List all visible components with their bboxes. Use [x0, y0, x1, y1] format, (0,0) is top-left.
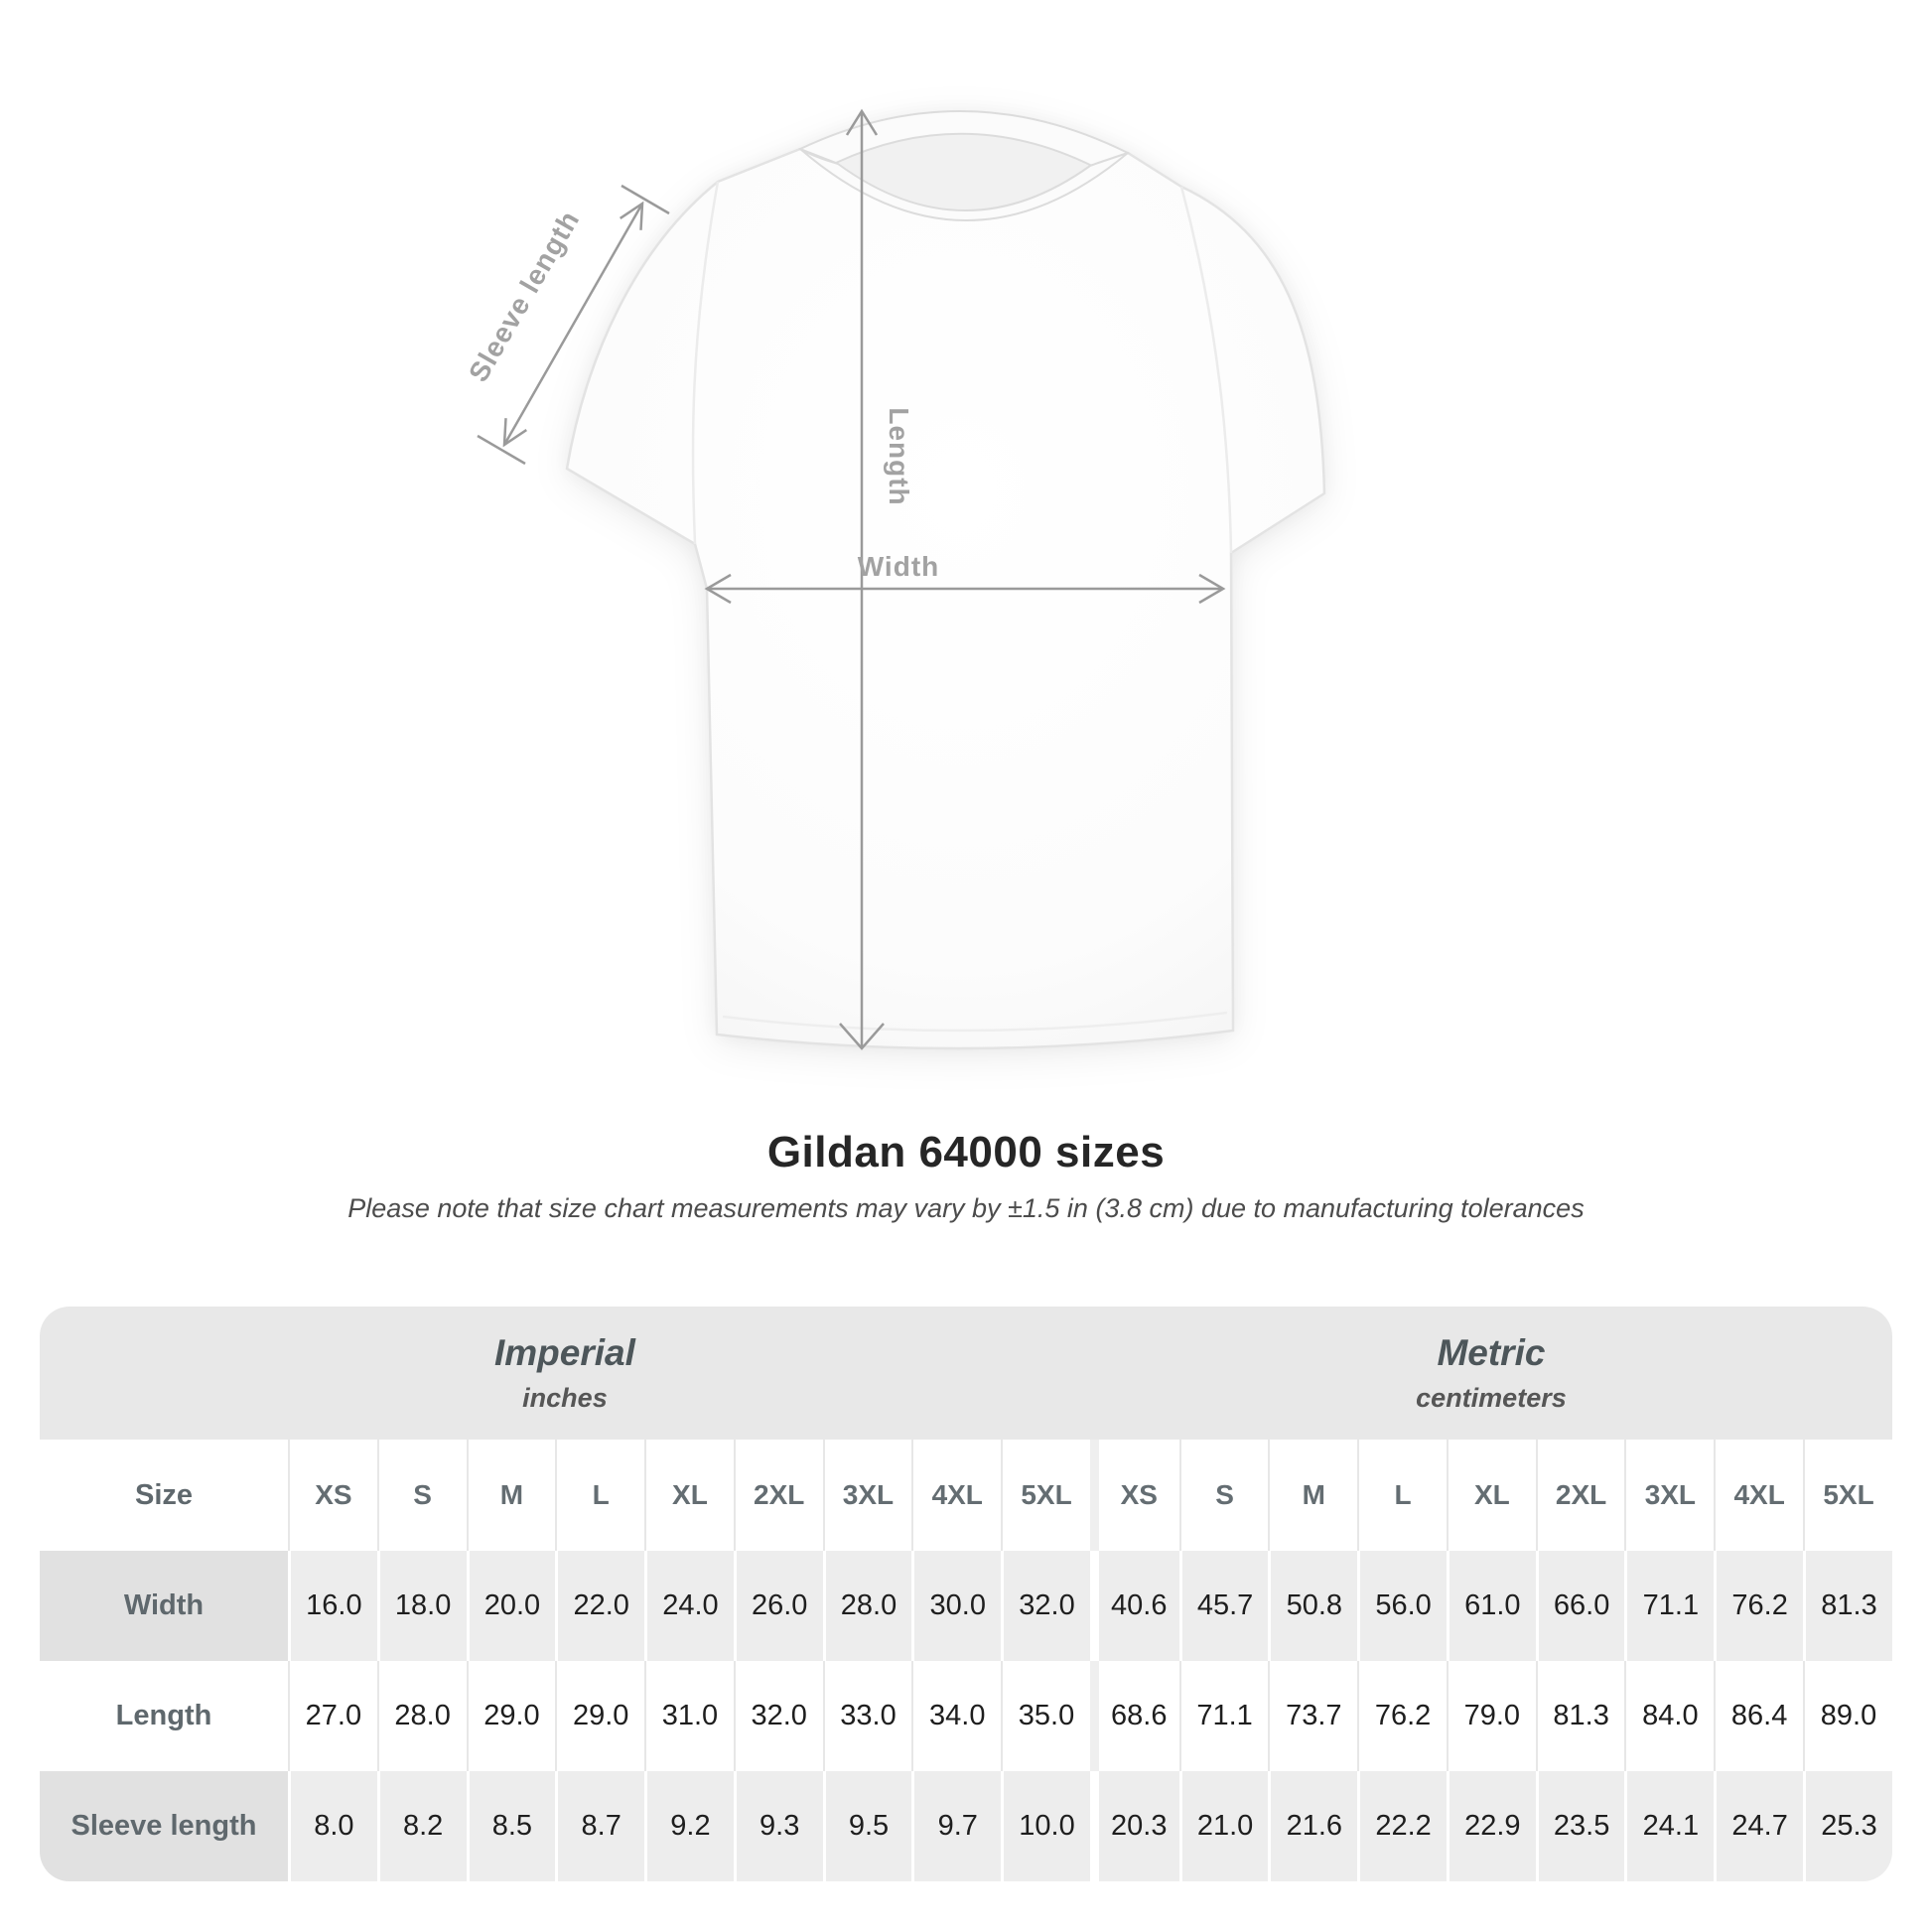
size-header-cell: L	[1357, 1440, 1447, 1551]
table-cell: 30.0	[911, 1551, 1001, 1661]
size-header-cell: 5XL	[1803, 1440, 1892, 1551]
table-cell: 23.5	[1536, 1771, 1625, 1881]
sleeve-length-row	[40, 1771, 1892, 1881]
table-cell: 26.0	[734, 1551, 823, 1661]
table-cell: 81.3	[1536, 1661, 1625, 1771]
table-cell: 21.6	[1268, 1771, 1357, 1881]
table-cell: 22.9	[1447, 1771, 1536, 1881]
table-cell: 61.0	[1447, 1551, 1536, 1661]
length-label: Length	[884, 407, 914, 506]
table-cell: 73.7	[1268, 1661, 1357, 1771]
table-cell: 22.0	[555, 1551, 644, 1661]
table-cell: 22.2	[1357, 1771, 1447, 1881]
table-cell: 24.0	[644, 1551, 734, 1661]
page-subtitle: Please note that size chart measurements may vary by ±1.5 in (3.8 cm) due to manufacturing tolerances	[347, 1193, 1585, 1223]
table-cell: 71.1	[1624, 1551, 1714, 1661]
size-header-cell: XL	[1447, 1440, 1536, 1551]
table-cell: 81.3	[1803, 1551, 1892, 1661]
table-cell: 34.0	[911, 1661, 1001, 1771]
table-cell: 28.0	[377, 1661, 467, 1771]
table-cell: 29.0	[555, 1661, 644, 1771]
size-header-cell: 3XL	[1624, 1440, 1714, 1551]
table-cell: 32.0	[734, 1661, 823, 1771]
size-header-cell: XS	[288, 1440, 377, 1551]
width-label: Width	[857, 551, 940, 582]
length-row-label: Length	[115, 1700, 212, 1731]
metric-group-unit: centimeters	[1416, 1382, 1567, 1413]
size-header-cell: XS	[1090, 1440, 1179, 1551]
size-header-cell: L	[555, 1440, 644, 1551]
size-header-cell: S	[377, 1440, 467, 1551]
table-cell: 50.8	[1268, 1551, 1357, 1661]
table-cell: 21.0	[1179, 1771, 1269, 1881]
table-cell: 27.0	[288, 1661, 377, 1771]
table-cell: 71.1	[1179, 1661, 1269, 1771]
size-header-cell: 2XL	[1536, 1440, 1625, 1551]
imperial-group-unit: inches	[522, 1382, 608, 1413]
table-cell: 79.0	[1447, 1661, 1536, 1771]
size-header-cell: M	[467, 1440, 556, 1551]
table-cell: 33.0	[823, 1661, 912, 1771]
tshirt-body	[567, 149, 1324, 1048]
table-cell: 9.3	[734, 1771, 823, 1881]
table-cell: 89.0	[1803, 1661, 1892, 1771]
table-cell: 8.2	[377, 1771, 467, 1881]
metric-group-header	[1090, 1307, 1892, 1440]
table-cell: 24.7	[1714, 1771, 1803, 1881]
width-row	[40, 1551, 1892, 1661]
table-cell: 24.1	[1624, 1771, 1714, 1881]
size-header-label: Size	[40, 1440, 288, 1551]
table-cell: 18.0	[377, 1551, 467, 1661]
size-header-cell: 4XL	[1714, 1440, 1803, 1551]
unit-group-header-row	[40, 1307, 1892, 1440]
table-cell: 56.0	[1357, 1551, 1447, 1661]
imperial-group-header	[40, 1307, 1090, 1440]
table-cell: 9.2	[644, 1771, 734, 1881]
size-header-cell: XL	[644, 1440, 734, 1551]
page-title: Gildan 64000 sizes	[766, 1128, 1166, 1176]
size-header-cell: S	[1179, 1440, 1269, 1551]
size-table-container	[40, 1307, 1892, 1881]
table-cell: 32.0	[1001, 1551, 1090, 1661]
table-cell: 8.5	[467, 1771, 556, 1881]
table-cell: 20.3	[1090, 1771, 1179, 1881]
table-cell: 25.3	[1803, 1771, 1892, 1881]
sleeve-length-row-label: Sleeve length	[40, 1771, 288, 1881]
width-row-label: Width	[40, 1551, 288, 1661]
size-header-cell: 5XL	[1001, 1440, 1090, 1551]
size-table	[40, 1307, 1892, 1881]
table-cell: 20.0	[467, 1551, 556, 1661]
table-cell: 35.0	[1001, 1661, 1090, 1771]
table-cell: 68.6	[1090, 1661, 1179, 1771]
sleeve-length-label: Sleeve length	[462, 205, 586, 387]
table-cell: 76.2	[1357, 1661, 1447, 1771]
table-cell: 29.0	[467, 1661, 556, 1771]
imperial-group-title: Imperial	[493, 1332, 635, 1374]
table-cell: 31.0	[644, 1661, 734, 1771]
metric-group-title: Metric	[1437, 1332, 1546, 1374]
table-cell: 8.7	[555, 1771, 644, 1881]
table-cell: 86.4	[1714, 1661, 1803, 1771]
tshirt-graphic	[567, 111, 1324, 1048]
size-header-cell: 4XL	[911, 1440, 1001, 1551]
table-cell: 45.7	[1179, 1551, 1269, 1661]
size-header-cell: M	[1268, 1440, 1357, 1551]
table-cell: 9.7	[911, 1771, 1001, 1881]
size-header-row	[40, 1440, 1892, 1551]
table-cell: 84.0	[1624, 1661, 1714, 1771]
table-cell: 8.0	[288, 1771, 377, 1881]
table-cell: 9.5	[823, 1771, 912, 1881]
table-cell: 76.2	[1714, 1551, 1803, 1661]
table-cell: 28.0	[823, 1551, 912, 1661]
table-cell: 66.0	[1536, 1551, 1625, 1661]
table-cell: 10.0	[1001, 1771, 1090, 1881]
size-header-cell: 2XL	[734, 1440, 823, 1551]
length-row	[40, 1661, 1892, 1771]
size-header-cell: 3XL	[823, 1440, 912, 1551]
table-cell: 16.0	[288, 1551, 377, 1661]
table-cell: 40.6	[1090, 1551, 1179, 1661]
